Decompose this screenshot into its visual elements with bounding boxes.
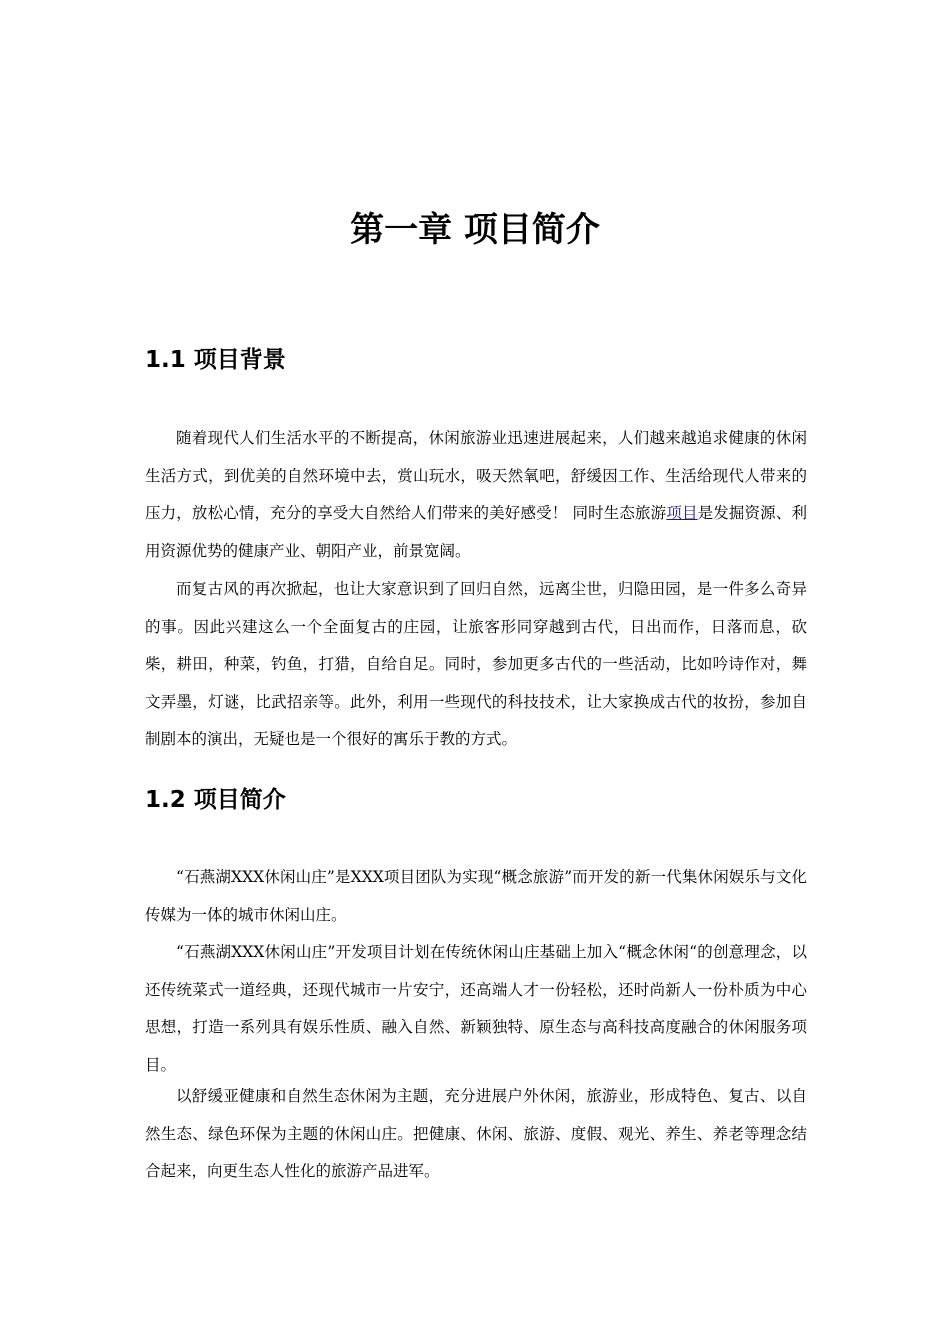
chapter-title: 第一章 项目简介 [350, 210, 600, 250]
section-heading-1-1: 1.1 项目背景 [145, 347, 286, 373]
paragraph-text: 是发掘资源、利用资源优势的健康产业、朝阳产业，前景宽阔。 [145, 504, 807, 560]
paragraph-intro-1: “石燕湖XXX休闲山庄”是XXX项目团队为实现“概念旅游”而开发的新一代集休闲娱乐与文化传媒为一体的城市休闲山庄。 [145, 868, 807, 924]
paragraph-intro-3: 以舒缓亚健康和自然生态休闲为主题，充分进展户外休闲，旅游业，形成特色、复古、以自然生态、绿色环保为主题的休闲山庄。把健康、休闲、旅游、度假、观光、养生、养老等理念结合起来，向更生态人性化的旅游产品进军。 [145, 1087, 807, 1181]
paragraph-background-1 [145, 420, 807, 570]
section-heading-1-2: 1.2 项目简介 [145, 787, 286, 813]
project-link[interactable]: 项目 [666, 504, 698, 523]
paragraph-intro-2: “石燕湖XXX休闲山庄”开发项目计划在传统休闲山庄基础上加入“概念休闲“的创意理念，以还传统菜式一道经典，还现代城市一片安宁，还高端人才一份轻松，还时尚新人一份朴质为中心思想，打造一系列具有娱乐性质、融入自然、新颖独特、原生态与高科技高度融合的休闲服务项目。 [145, 943, 807, 1074]
paragraph-background-2: 而复古风的再次掀起，也让大家意识到了回归自然，远离尘世，归隐田园，是一件多么奇异的事。因此兴建这么一个全面复古的庄园，让旅客形同穿越到古代，日出而作，日落而息，砍柴，耕田，种菜，钓鱼，打猎，自给自足。同时，参加更多古代的一些活动，比如吟诗作对，舞文弄墨，灯谜，比武招亲等。此外，利用一些现代的科技技术，让大家换成古代的妆扮，参加自制剧本的演出，无疑也是一个很好的寓乐于教的方式。 [145, 580, 807, 749]
paragraph-text: 随着现代人们生活水平的不断提高，休闲旅游业迅速进展起来，人们越来越追求健康的休闲生活方式，到优美的自然环境中去，赏山玩水，吸天然氧吧，舒缓因工作、生活给现代人带来的压力，放松心情，充分的享受大自然给人们带来的美好感受！ 同时生态旅游 [145, 429, 807, 523]
